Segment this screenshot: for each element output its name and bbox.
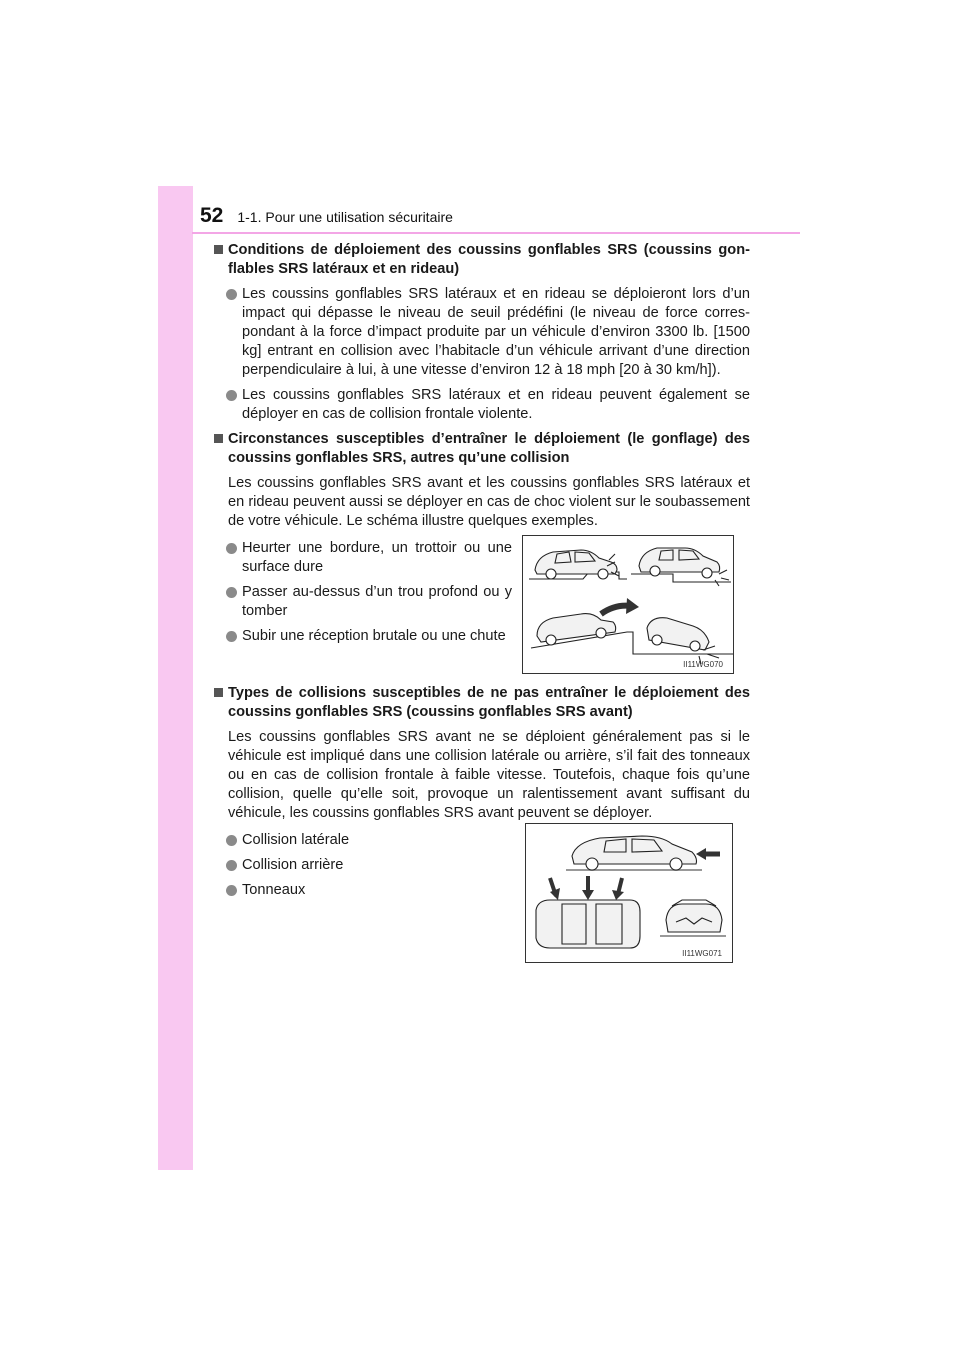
header-divider bbox=[192, 232, 800, 234]
bullet-dot-icon bbox=[226, 289, 237, 300]
heading-square-icon bbox=[214, 688, 223, 697]
illustration-underbody-impacts bbox=[522, 535, 734, 674]
bullet-dot-icon bbox=[226, 885, 237, 896]
list-item: Collision latérale bbox=[214, 831, 512, 850]
page-number: 52 bbox=[200, 204, 224, 227]
page-header bbox=[200, 204, 453, 228]
bullet-dot-icon bbox=[226, 860, 237, 871]
list-item: Tonneaux bbox=[214, 881, 512, 900]
heading-square-icon bbox=[214, 245, 223, 254]
side-tab-band bbox=[158, 186, 193, 1170]
section-title: 1-1. Pour une utilisation sécuritaire bbox=[237, 209, 453, 225]
bullet-dot-icon bbox=[226, 631, 237, 642]
list-item: Passer au-dessus d’un trou profond ou y tomber bbox=[214, 583, 512, 621]
list-item: Les coussins gonflables SRS latéraux et en rideau peuvent également se déployer en cas de collision frontale violente. bbox=[214, 386, 750, 424]
list-item: Les coussins gonflables SRS latéraux et en rideau se déploieront lors d’un impact qui dépasse le niveau de seuil prédéfini (le niveau de force correspondant à la force d’impact produite par un véhicule d’environ 3300 lb. [1500 kg] entrant en collision avec l’habitacle d’un véhicule arrivant d’une direction perpendiculaire à lui, à une vitesse d’environ 12 à 18 mph [20 à 30 km/h]). bbox=[214, 285, 750, 380]
figure-code: II11WG071 bbox=[682, 949, 722, 958]
bullet-dot-icon bbox=[226, 543, 237, 554]
list-item: Collision arrière bbox=[214, 856, 512, 875]
body-paragraph: Les coussins gonflables SRS avant et les coussins gonflables SRS latéraux et en rideau peuvent aussi se déployer en cas de choc violent sur le soubassement de votre véhicule. Le schéma illustre quelques exemples. bbox=[228, 475, 750, 529]
bullet-dot-icon bbox=[226, 835, 237, 846]
section-heading: Conditions de déploiement des coussins gonflables SRS (coussins gonflables SRS latéraux et en rideau) bbox=[214, 241, 750, 279]
cars-impact-drawing bbox=[523, 536, 733, 673]
illustration-collision-types bbox=[525, 823, 733, 963]
body-paragraph: Les coussins gonflables SRS avant ne se déploient généralement pas si le véhicule est impliqué dans une collision latérale ou arrière, s’il fait des tonneaux ou en cas de collision frontale à faible vitesse. Toutefois, chaque fois qu’une collision, quelle qu’elle soit, provoque un ralentissement avant suffisant du véhicule, les coussins gonflables SRS avant peuvent se déployer. bbox=[228, 729, 750, 821]
section-heading: Types de collisions susceptibles de ne pas entraîner le déploiement des coussins gonflables SRS (coussins gonflables SRS avant) bbox=[214, 684, 750, 722]
bullet-dot-icon bbox=[226, 587, 237, 598]
list-item: Heurter une bordure, un trottoir ou une surface dure bbox=[214, 539, 512, 577]
list-item: Subir une réception brutale ou une chute bbox=[214, 627, 512, 646]
bullet-dot-icon bbox=[226, 390, 237, 401]
section-heading: Circonstances susceptibles d’entraîner le déploiement (le gonflage) des coussins gonflables SRS, autres qu’une collision bbox=[214, 430, 750, 468]
heading-square-icon bbox=[214, 434, 223, 443]
collision-types-drawing bbox=[526, 824, 732, 962]
figure-code: II11WG070 bbox=[683, 660, 723, 669]
